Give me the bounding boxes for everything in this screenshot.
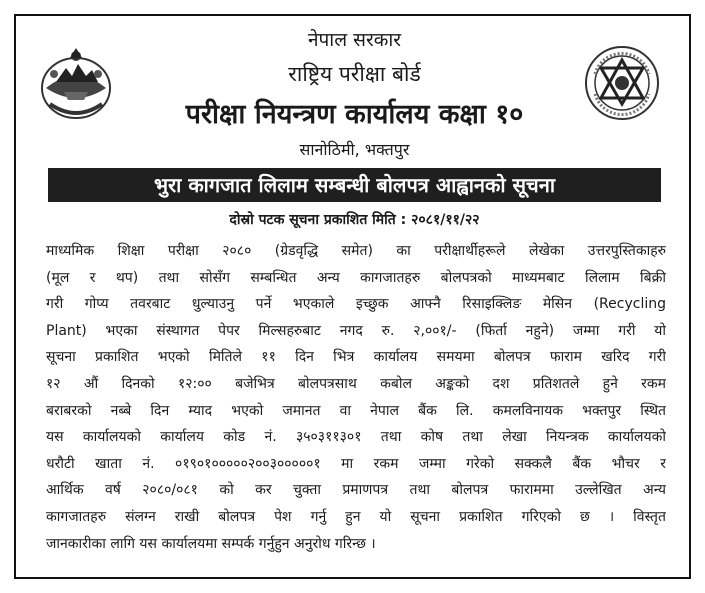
board-name: राष्ट्रिय परीक्षा बोर्ड	[288, 62, 421, 86]
body-line: १२ औं दिनको १२:०० बजेभित्र बोलपत्रसाथ कबोल अङ्कको दश प्रतिशतले हुने रकम	[46, 375, 666, 392]
government-name: नेपाल सरकार	[307, 29, 402, 51]
body-line: कागजातहरु संलग्न राखी बोलपत्र पेश गर्नु हुन यो सूचना प्रकाशित गरिएको छ । विस्तृत	[46, 508, 666, 525]
body-line: धरौटी खाता नं. ०१९०१०००००२००३०००००१ मा रकम जम्मा गरेको सक्कलै बैंक भौचर र	[46, 455, 666, 472]
body-line: माध्यमिक शिक्षा परीक्षा २०८० (ग्रेडवृद्धि समेत) का परीक्षार्थीहरूले लेखेका उत्तरपुस्तिकाहरु	[46, 243, 666, 259]
office-location: सानोठिमी, भक्तपुर	[299, 140, 410, 159]
body-line: बराबरको नब्बे दिन म्याद भएको जमानत वा नेपाल बैंक लि. कमलविनायक भक्तपुर स्थित	[46, 402, 666, 419]
office-name: परीक्षा नियन्त्रण कार्यालय कक्षा १०	[185, 99, 524, 130]
body-line: जानकारीका लागि यस कार्यालयमा सम्पर्क गर्नुहुन अनुरोध गरिन्छ ।	[46, 535, 376, 552]
body-line: सूचना प्रकाशित भएको मितिले ११ दिन भित्र कार्यालय समयमा बोलपत्र फाराम खरिद गरी	[46, 349, 666, 366]
notice-frame	[14, 14, 691, 579]
body-line: Plant) भएका संस्थागत पेपर मिल्सहरुबाट नगद रु. २,००१/- (फिर्ता नहुने) जम्मा गरी यो	[46, 322, 666, 339]
notice-title: भुरा कागजात लिलाम सम्बन्धी बोलपत्र आह्वानको सूचना	[48, 168, 661, 202]
notice-body	[46, 238, 666, 557]
body-line: (मूल र थप) तथा सोसँग सम्बन्धित अन्य कागजातहरु बोलपत्रको माध्यमबाट लिलाम बिक्री	[46, 269, 666, 286]
body-line: यस कार्यालयको कार्यालय कोड नं. ३५०३११३०१ तथा कोष तथा लेखा नियन्त्रक कार्यालयको	[46, 429, 666, 446]
body-line: गरी गोप्य तवरबाट धुल्याउनु पर्ने भएकाले इच्छुक आफ्नै रिसाइक्लिङ मेसिन (Recycling	[46, 296, 666, 313]
publication-date: दोस्रो पटक सूचना प्रकाशित मिति : २०८१/११/२२	[229, 212, 480, 228]
body-line: आर्थिक वर्ष २०८०/०८१ को कर चुक्ता प्रमाणपत्र तथा बोलपत्र फाराममा उल्लेखित अन्य	[46, 482, 666, 499]
